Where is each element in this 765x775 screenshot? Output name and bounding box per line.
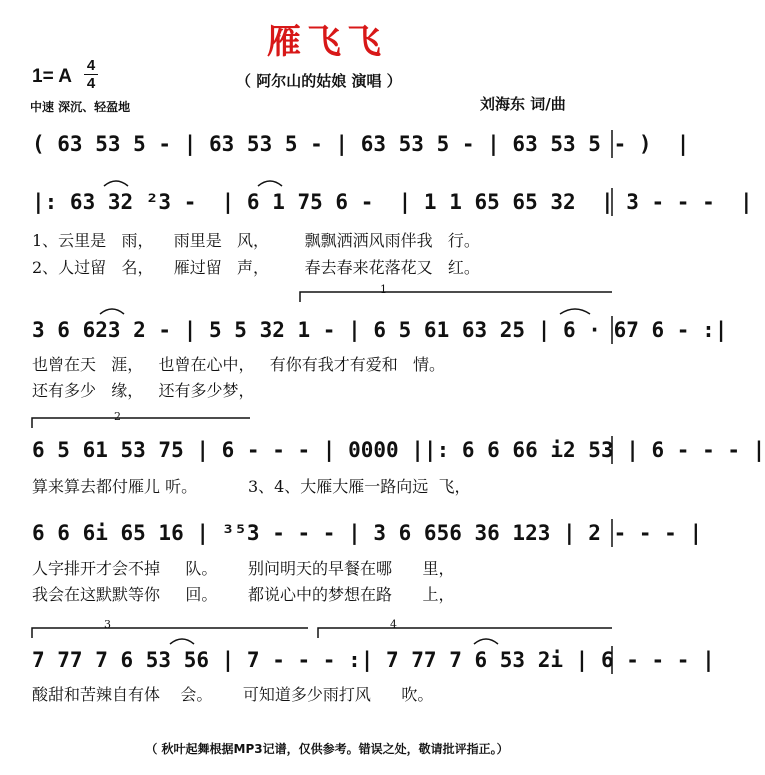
tempo-marking: 中速 深沉、轻盈地 [30,100,131,114]
score-row-3-lyric-1: 也曾在天 涯， 也曾在心中， 有你有我才有爱和 情。 [32,355,446,374]
slur [258,181,282,186]
volta-2-label: 2 [114,410,121,423]
score-row-5-notes: 6 6 6i 65 16 | ³⁵3 - - - | 3 6 656 36 123 | 2 - - - | [32,521,703,545]
score-row-intro: ( 63 53 5 - | 63 53 5 - | 63 53 5 - | 63 53 5 - ) | [32,132,690,156]
slur [474,639,498,644]
score-row-2-lyric-1: 1、云里是 雨， 雨里是 风， 飘飘洒洒风雨伴我 行。 [32,231,480,250]
score-row-2-notes: |: 63 32 ²3 - | 6 1 75 6 - | 1 1 65 65 32 | 3 - - - | [32,190,753,214]
time-signature-bottom: 4 [86,75,96,92]
slur [560,309,590,314]
slur [100,309,124,314]
volta-3-bracket [32,628,308,638]
song-title: 雁飞飞 [267,22,387,62]
score-row-3-lyric-2: 还有多少 缘， 还有多少梦， [32,381,255,400]
score-row-6-notes: 7 77 7 6 53 56 | 7 - - - :| 7 77 7 6 53 2i | 6 - - - | [32,648,715,672]
time-signature-top: 4 [86,57,96,74]
volta-3-label: 3 [104,618,111,631]
singer-credit: （ 阿尔山的姑娘 演唱 ） [236,72,402,90]
key-signature: 1= A [32,66,72,87]
score-row-4-lyric-1: 算来算去都付雁儿 听。 3、4、大雁大雁一路向远 飞， [32,477,471,496]
volta-1-bracket [300,292,612,302]
score-row-3-notes: 3 6 623 2 - | 5 5 32 1 - | 6 5 61 63 25 | 6 · 67 6 - :| [32,318,728,342]
volta-4-label: 4 [390,618,397,631]
volta-4-bracket [318,628,612,638]
score-row-5-lyric-2: 我会在这默默等你 回。 都说心中的梦想在路 上， [32,585,455,604]
slur [104,181,128,186]
score-row-2-lyric-2: 2、人过留 名， 雁过留 声， 春去春来花落花又 红。 [32,258,480,277]
score-row-4-notes: 6 5 61 53 75 | 6 - - - | 0000 ||: 6 6 66 i2 53 | 6 - - - | [32,438,765,462]
score-row-6-lyric-1: 酸甜和苦辣自有体 会。 可知道多少雨打风 吹。 [32,685,434,704]
score-row-5-lyric-1: 人字排开才会不掉 队。 别问明天的早餐在哪 里， [32,559,455,578]
slur [170,639,194,644]
volta-1-label: 1 [380,283,387,296]
volta-2-bracket [32,418,250,428]
lyricist-composer: 刘海东 词/曲 [480,95,566,113]
transcription-note: （ 秋叶起舞根据MP3记谱，仅供参考。错误之处，敬请批评指正。） [145,742,509,756]
